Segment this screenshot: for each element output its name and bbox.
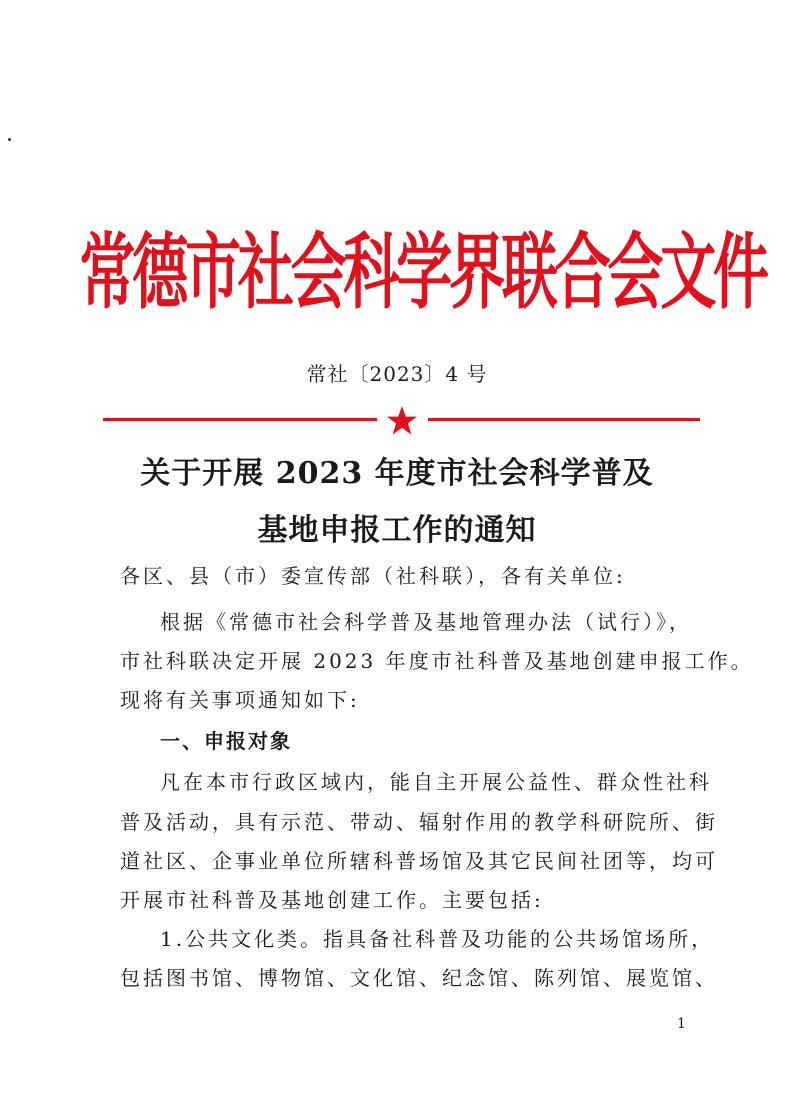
section-heading: 一、申报对象 [160,729,292,753]
page-number: 1 [677,1016,686,1032]
document-title-line2: 基地申报工作的通知 [257,513,537,548]
document-title-line1: 关于开展 2023 年度市社会科学普及 [140,456,654,491]
list-item-line: 1.公共文化类。指具备社科普及功能的公共场馆场所， [160,927,715,951]
masthead: 常德市社会科学界联合会文件 [79,223,766,321]
list-item-line: 包括图书馆、博物馆、文化馆、纪念馆、陈列馆、展览馆、 [120,966,718,990]
red-star-icon [386,405,418,437]
document-number: 常社〔2023〕4 号 [306,362,488,386]
intro-line: 根据《常德市社会科学普及基地管理办法（试行）》， [160,610,692,634]
scan-artifact [8,138,11,141]
section-body-line: 普及活动，具有示范、带动、辐射作用的教学科研院所、街 [120,810,718,834]
section-body-line: 凡在本市行政区域内，能自主开展公益性、群众性社科 [160,770,712,794]
section-body-line: 开展市社科普及基地创建工作。主要包括: [120,888,544,912]
red-rule-right [428,418,700,421]
red-rule-left [103,418,377,421]
salutation: 各区、县（市）委宣传部（社科联），各有关单位: [120,564,626,588]
intro-line: 市社科联决定开展 2023 年度市社科普及基地创建申报工作。 [120,649,754,673]
intro-line: 现将有关事项通知如下: [120,688,360,712]
section-body-line: 道社区、企事业单位所辖科普场馆及其它民间社团等，均可 [120,849,718,873]
